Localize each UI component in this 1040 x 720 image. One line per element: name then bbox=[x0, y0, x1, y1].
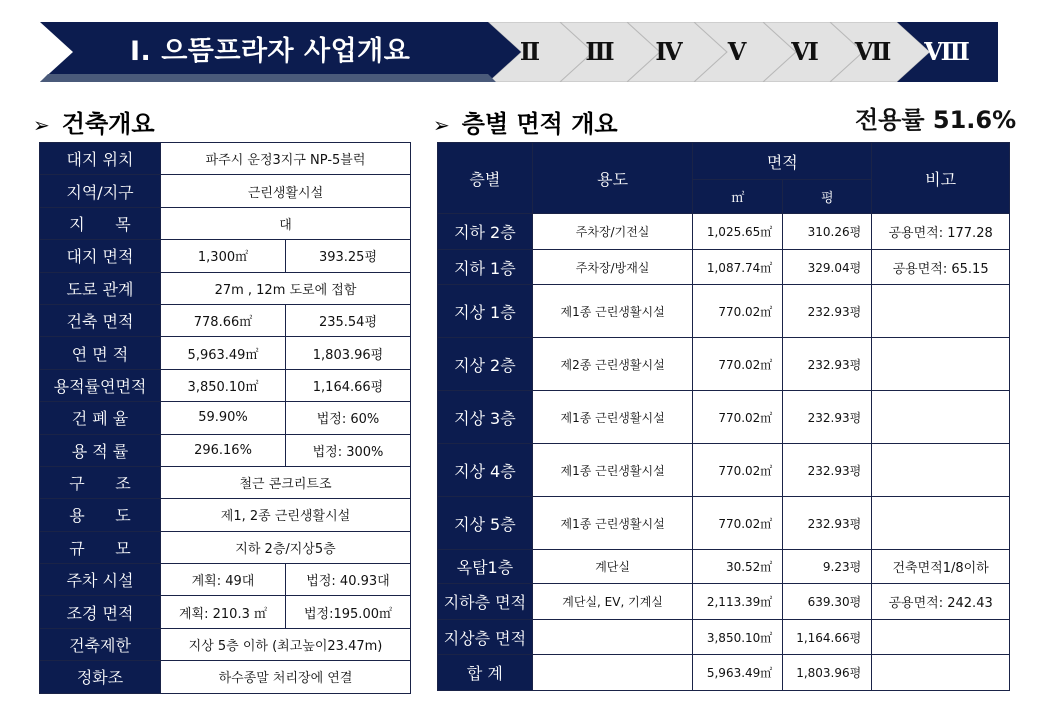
table-row bbox=[40, 240, 411, 272]
floor-area-m2: 770.02㎡ bbox=[693, 497, 783, 550]
col-header-area: 면적 bbox=[693, 143, 872, 180]
table-row bbox=[40, 499, 411, 531]
row-label: 용적률연면적 bbox=[40, 369, 161, 401]
floor-label: 옥탑1층 bbox=[438, 550, 533, 584]
table-row bbox=[40, 337, 411, 369]
col-header-floor: 층별 bbox=[438, 143, 533, 214]
floor-note: 공용면적: 242.43 bbox=[872, 584, 1010, 620]
table-row bbox=[438, 497, 1010, 550]
row-label: 대지 위치 bbox=[40, 143, 161, 175]
row-value-2: 1,803.96평 bbox=[286, 337, 411, 369]
floor-area-m2: 1,087.74㎡ bbox=[693, 250, 783, 285]
floor-use: 주차장/방재실 bbox=[532, 250, 693, 285]
floor-use: 제2종 근린생활시설 bbox=[532, 338, 693, 391]
row-label: 구 조 bbox=[40, 466, 161, 498]
tab-4[interactable]: Ⅳ bbox=[655, 37, 683, 66]
floor-label: 지상 4층 bbox=[438, 444, 533, 497]
table-row bbox=[40, 207, 411, 239]
floor-use: 계단실 bbox=[532, 550, 693, 584]
floor-label: 지하 1층 bbox=[438, 250, 533, 285]
table-row bbox=[438, 444, 1010, 497]
table-row bbox=[40, 564, 411, 596]
floor-area-pyeong: 639.30평 bbox=[783, 584, 872, 620]
col-header-note: 비고 bbox=[872, 143, 1010, 214]
row-value-2: 법정: 40.93대 bbox=[286, 564, 411, 596]
floor-note bbox=[872, 285, 1010, 338]
row-value-1: 296.16% bbox=[161, 434, 286, 466]
table-row bbox=[40, 434, 411, 466]
col-header-pyeong: 평 bbox=[783, 180, 872, 214]
floor-area-m2: 770.02㎡ bbox=[693, 285, 783, 338]
floor-note bbox=[872, 391, 1010, 444]
floor-label: 지상 2층 bbox=[438, 338, 533, 391]
row-label: 건 폐 율 bbox=[40, 402, 161, 434]
table-row bbox=[40, 402, 411, 434]
row-value: 지상 5층 이하 (최고높이23.47m) bbox=[161, 628, 411, 660]
floor-note: 건축면적1/8이하 bbox=[872, 550, 1010, 584]
table-row bbox=[40, 661, 411, 693]
table-row bbox=[40, 369, 411, 401]
table-row bbox=[438, 550, 1010, 584]
table-row bbox=[438, 620, 1010, 655]
table-row bbox=[438, 214, 1010, 250]
floor-area-m2: 3,850.10㎡ bbox=[693, 620, 783, 655]
row-value: 철근 콘크리트조 bbox=[161, 466, 411, 498]
floor-use: 제1종 근린생활시설 bbox=[532, 285, 693, 338]
floor-use bbox=[532, 655, 693, 691]
floor-use: 제1종 근린생활시설 bbox=[532, 497, 693, 550]
floor-label: 지상 1층 bbox=[438, 285, 533, 338]
row-value-2: 1,164.66평 bbox=[286, 369, 411, 401]
floor-area-m2: 770.02㎡ bbox=[693, 338, 783, 391]
table-row bbox=[438, 285, 1010, 338]
floor-use: 주차장/기전실 bbox=[532, 214, 693, 250]
floor-area-m2: 2,113.39㎡ bbox=[693, 584, 783, 620]
table-row bbox=[40, 628, 411, 660]
floor-area-pyeong: 232.93평 bbox=[783, 497, 872, 550]
floor-use: 제1종 근린생활시설 bbox=[532, 444, 693, 497]
row-label: 지 목 bbox=[40, 207, 161, 239]
row-value-1: 계획: 210.3 ㎡ bbox=[161, 596, 286, 628]
row-label: 건축제한 bbox=[40, 628, 161, 660]
table-row bbox=[438, 391, 1010, 444]
row-value-1: 3,850.10㎡ bbox=[161, 369, 286, 401]
floor-use: 계단실, EV, 기계실 bbox=[532, 584, 693, 620]
row-value-1: 59.90% bbox=[161, 402, 286, 434]
row-label: 조경 면적 bbox=[40, 596, 161, 628]
row-label: 지역/지구 bbox=[40, 175, 161, 207]
row-value: 파주시 운정3지구 NP-5블럭 bbox=[161, 143, 411, 175]
table-row bbox=[40, 272, 411, 304]
floor-area-title bbox=[433, 108, 618, 140]
floor-note: 공용면적: 177.28 bbox=[872, 214, 1010, 250]
floor-label: 지상 5층 bbox=[438, 497, 533, 550]
floor-label: 합 계 bbox=[438, 655, 533, 691]
floor-area-pyeong: 1,803.96평 bbox=[783, 655, 872, 691]
row-value-2: 235.54평 bbox=[286, 304, 411, 336]
row-label: 연 면 적 bbox=[40, 337, 161, 369]
row-value: 제1, 2종 근린생활시설 bbox=[161, 499, 411, 531]
row-label: 규 모 bbox=[40, 531, 161, 563]
table-row bbox=[40, 531, 411, 563]
floor-area-m2: 5,963.49㎡ bbox=[693, 655, 783, 691]
floor-note bbox=[872, 655, 1010, 691]
floor-area-pyeong: 9.23평 bbox=[783, 550, 872, 584]
table-row bbox=[40, 596, 411, 628]
table-row bbox=[40, 175, 411, 207]
row-value-1: 1,300㎡ bbox=[161, 240, 286, 272]
row-label: 정화조 bbox=[40, 661, 161, 693]
col-header-m2: ㎡ bbox=[693, 180, 783, 214]
floor-use bbox=[532, 620, 693, 655]
floor-area-m2: 30.52㎡ bbox=[693, 550, 783, 584]
row-value-1: 5,963.49㎡ bbox=[161, 337, 286, 369]
row-value-2: 법정: 300% bbox=[286, 434, 411, 466]
row-label: 용 적 률 bbox=[40, 434, 161, 466]
tab-2[interactable]: Ⅱ bbox=[519, 37, 541, 66]
exclusive-ratio: 전용률 51.6% bbox=[855, 106, 1017, 134]
floor-area-m2: 1,025.65㎡ bbox=[693, 214, 783, 250]
row-value-2: 393.25평 bbox=[286, 240, 411, 272]
floor-area-m2: 770.02㎡ bbox=[693, 391, 783, 444]
row-value-1: 계획: 49대 bbox=[161, 564, 286, 596]
tab-6[interactable]: Ⅵ bbox=[791, 37, 819, 66]
floor-area-pyeong: 329.04평 bbox=[783, 250, 872, 285]
floor-area-table bbox=[437, 142, 1010, 691]
col-header-use: 용도 bbox=[532, 143, 693, 214]
building-overview-table bbox=[39, 142, 411, 694]
row-value: 27m , 12m 도로에 접함 bbox=[161, 272, 411, 304]
arrow-bullet-icon: ➢ bbox=[433, 113, 450, 137]
row-label: 주차 시설 bbox=[40, 564, 161, 596]
table-row bbox=[40, 304, 411, 336]
floor-area-title-text: 층별 면적 개요 bbox=[461, 110, 618, 138]
row-value: 지하 2층/지상5층 bbox=[161, 531, 411, 563]
table-row bbox=[438, 250, 1010, 285]
row-label: 대지 면적 bbox=[40, 240, 161, 272]
tab-3[interactable]: Ⅲ bbox=[585, 37, 615, 66]
floor-area-pyeong: 310.26평 bbox=[783, 214, 872, 250]
section-nav bbox=[40, 22, 998, 82]
row-value: 근린생활시설 bbox=[161, 175, 411, 207]
page-title: Ⅰ. 으뜸프라자 사업개요 bbox=[130, 36, 411, 67]
floor-note bbox=[872, 444, 1010, 497]
row-value-2: 법정: 60% bbox=[286, 402, 411, 434]
arrow-bullet-icon: ➢ bbox=[33, 113, 50, 137]
floor-area-pyeong: 1,164.66평 bbox=[783, 620, 872, 655]
table-row bbox=[40, 466, 411, 498]
row-value-1: 778.66㎡ bbox=[161, 304, 286, 336]
floor-label: 지하 2층 bbox=[438, 214, 533, 250]
row-value: 하수종말 처리장에 연결 bbox=[161, 661, 411, 693]
floor-area-pyeong: 232.93평 bbox=[783, 391, 872, 444]
floor-note: 공용면적: 65.15 bbox=[872, 250, 1010, 285]
row-value: 대 bbox=[161, 207, 411, 239]
table-row bbox=[438, 338, 1010, 391]
tab-7[interactable]: Ⅶ bbox=[854, 37, 892, 66]
table-row bbox=[438, 584, 1010, 620]
floor-area-pyeong: 232.93평 bbox=[783, 285, 872, 338]
table-row bbox=[438, 655, 1010, 691]
title-shadow bbox=[40, 74, 496, 82]
table-row bbox=[40, 143, 411, 175]
building-overview-title-text: 건축개요 bbox=[61, 110, 155, 138]
floor-area-pyeong: 232.93평 bbox=[783, 338, 872, 391]
floor-note bbox=[872, 338, 1010, 391]
floor-use: 제1종 근린생활시설 bbox=[532, 391, 693, 444]
floor-area-m2: 770.02㎡ bbox=[693, 444, 783, 497]
tab-8[interactable]: Ⅷ bbox=[924, 37, 970, 66]
row-label: 도로 관계 bbox=[40, 272, 161, 304]
floor-label: 지하층 면적 bbox=[438, 584, 533, 620]
row-value-2: 법정:195.00㎡ bbox=[286, 596, 411, 628]
floor-note bbox=[872, 620, 1010, 655]
floor-label: 지상층 면적 bbox=[438, 620, 533, 655]
row-label: 용 도 bbox=[40, 499, 161, 531]
header-row bbox=[438, 143, 1010, 180]
row-label: 건축 면적 bbox=[40, 304, 161, 336]
building-overview-title bbox=[33, 108, 155, 140]
tab-5[interactable]: Ⅴ bbox=[727, 37, 747, 66]
floor-label: 지상 3층 bbox=[438, 391, 533, 444]
floor-area-pyeong: 232.93평 bbox=[783, 444, 872, 497]
floor-note bbox=[872, 497, 1010, 550]
